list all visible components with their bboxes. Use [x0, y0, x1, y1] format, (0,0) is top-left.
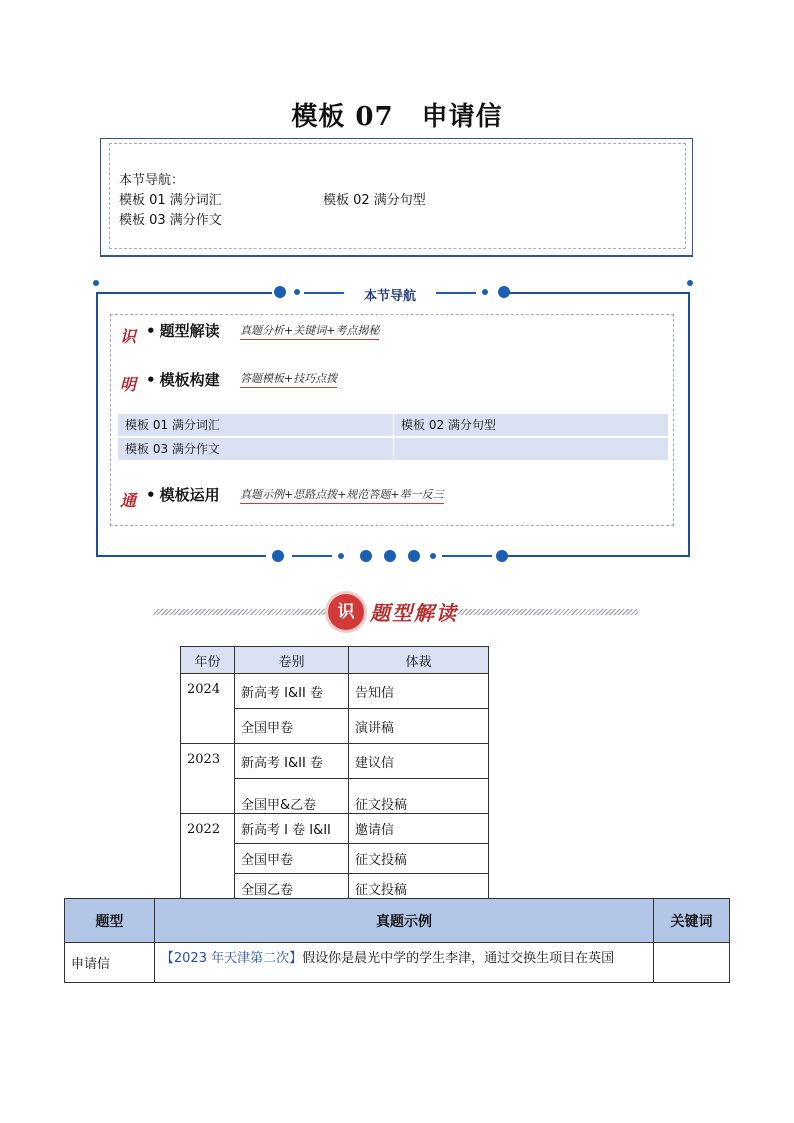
type-cell: 申请信: [65, 943, 155, 983]
nav-link-template-02[interactable]: 模板 02 满分句型: [323, 193, 426, 208]
nav-section-heading: 本节导航: [344, 285, 436, 304]
paper-cell: 新高考 I 卷 I&II: [235, 814, 349, 844]
exam-year-table: [180, 646, 489, 904]
nav-heading: 本节导航：: [119, 173, 185, 188]
nav-item-desc: 真题示例+思路点拨+规范答题+举一反三: [240, 486, 444, 504]
bullet-icon: •: [146, 371, 156, 389]
seal-shi-icon: 识: [120, 327, 137, 346]
ornament-dot-icon: [498, 286, 510, 298]
nav-box-simple: [100, 138, 693, 257]
genre-cell: 演讲稿: [349, 709, 489, 744]
ornament-dot-icon: [496, 550, 508, 562]
genre-cell: 告知信: [349, 674, 489, 709]
banner-title: 题型解读: [370, 601, 458, 625]
ornament-dot-icon: [272, 550, 284, 562]
example-table: [64, 898, 730, 983]
top-rule-left: [96, 292, 272, 294]
nav-item-desc: 答题模板+技巧点拨: [240, 370, 337, 388]
example-text: 假设你是晨光中学的学生李津，通过交换生项目在英国: [302, 951, 615, 966]
banner-hatch-left: [154, 609, 334, 615]
nav-item-template-build[interactable]: [146, 369, 220, 390]
ornament-line: [292, 555, 332, 557]
example-source: 【2023 年天津第二次】: [160, 951, 303, 966]
col-header-year: 年份: [181, 647, 235, 674]
ornament-dot-icon: [384, 550, 396, 562]
ornament-dot-icon: [408, 550, 420, 562]
paper-cell: 新高考 I&II 卷: [235, 744, 349, 779]
ornament-dot-icon: [338, 553, 344, 559]
seal-badge-icon: 识: [328, 594, 364, 630]
section-banner: [154, 594, 638, 630]
col-header-type: 题型: [65, 899, 155, 943]
table-row: [181, 814, 489, 844]
example-cell: [154, 943, 653, 983]
ornament-line: [304, 292, 344, 294]
template-grid: [118, 414, 668, 462]
genre-cell: 征文投稿: [349, 779, 489, 814]
year-cell: 2022: [181, 814, 235, 904]
ornament-line: [436, 292, 476, 294]
table-row: [181, 744, 489, 779]
bullet-icon: •: [146, 322, 156, 340]
template-link[interactable]: 模板 02 满分句型: [393, 414, 668, 436]
template-link[interactable]: 模板 01 满分词汇: [125, 418, 220, 432]
table-row: [65, 943, 730, 983]
genre-cell: 邀请信: [349, 814, 489, 844]
ornament-dot-icon: [360, 550, 372, 562]
top-rule-right: [506, 292, 690, 294]
paper-cell: 新高考 I&II 卷: [235, 674, 349, 709]
template-grid-row: [118, 414, 668, 436]
table-header-row: [65, 899, 730, 943]
page-title: [0, 96, 794, 133]
year-cell: 2023: [181, 744, 235, 814]
genre-cell: 建议信: [349, 744, 489, 779]
paper-cell: 全国甲卷: [235, 844, 349, 874]
ornament-dot-icon: [274, 286, 286, 298]
nav-link-template-01[interactable]: 模板 01 满分词汇: [119, 193, 222, 208]
nav-box-decorated: [96, 289, 690, 557]
nav-item-question-type[interactable]: [146, 320, 220, 341]
nav-item-label: 模板运用: [159, 486, 220, 504]
corner-dot-icon: [687, 280, 693, 286]
template-grid-empty: [393, 438, 668, 460]
ornament-dot-icon: [482, 289, 488, 295]
template-link[interactable]: 模板 03 满分作文: [125, 442, 220, 456]
corner-dot-icon: [93, 280, 99, 286]
nav-item-label: 题型解读: [159, 322, 220, 340]
table-row: [181, 674, 489, 709]
title-template-number: 模板 07: [291, 102, 394, 132]
paper-cell: 全国甲&乙卷: [235, 779, 349, 814]
nav-link-template-03[interactable]: 模板 03 满分作文: [119, 213, 222, 228]
seal-ming-icon: 明: [120, 375, 137, 394]
nav-item-desc: 真题分析+关键词+考点揭秘: [240, 322, 379, 340]
keyword-cell: [654, 943, 730, 983]
template-grid-row: [118, 438, 668, 460]
nav-item-template-use[interactable]: [146, 484, 220, 505]
bottom-rule-left: [96, 555, 266, 557]
col-header-example: 真题示例: [154, 899, 653, 943]
bottom-rule-right: [508, 555, 690, 557]
col-header-keyword: 关键词: [654, 899, 730, 943]
year-cell: 2024: [181, 674, 235, 744]
nav-item-label: 模板构建: [159, 371, 220, 389]
table-header-row: [181, 647, 489, 674]
bullet-icon: •: [146, 486, 156, 504]
seal-tong-icon: 通: [120, 491, 137, 510]
ornament-dot-icon: [294, 289, 300, 295]
col-header-paper: 卷别: [235, 647, 349, 674]
ornament-line: [442, 555, 492, 557]
paper-cell: 全国甲卷: [235, 709, 349, 744]
col-header-genre: 体裁: [349, 647, 489, 674]
genre-cell: 征文投稿: [349, 874, 489, 904]
paper-cell: 全国乙卷: [235, 874, 349, 904]
banner-hatch-right: [458, 609, 638, 615]
title-topic: 申请信: [421, 102, 503, 132]
genre-cell: 征文投稿: [349, 844, 489, 874]
ornament-dot-icon: [430, 553, 436, 559]
